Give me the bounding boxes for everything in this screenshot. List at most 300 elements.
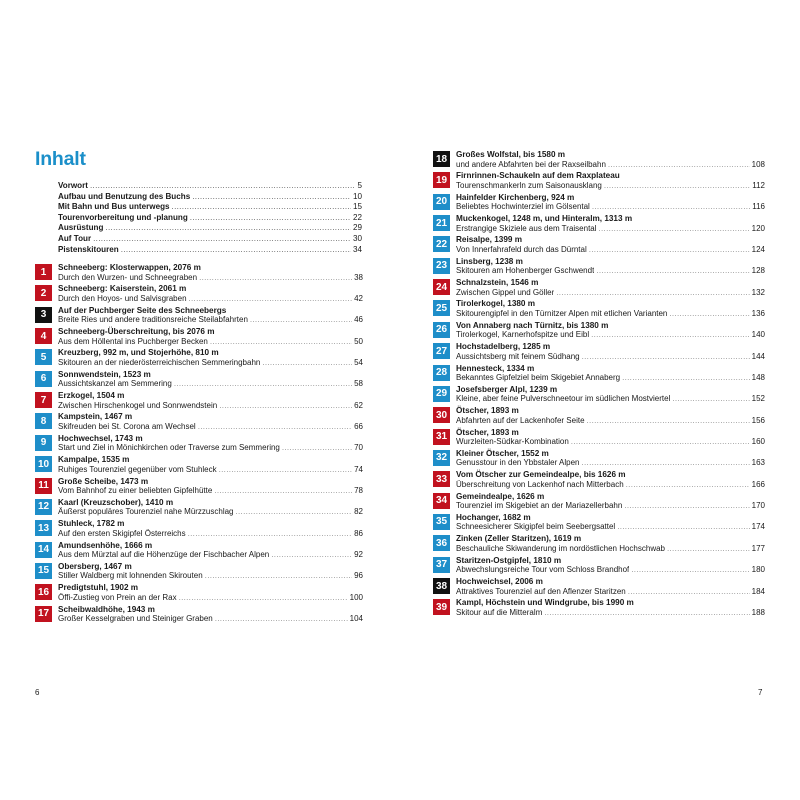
tour-page: 136: [751, 308, 765, 318]
tour-page: 163: [751, 458, 765, 468]
tour-text: [456, 428, 765, 446]
tour-entry[interactable]: [35, 583, 363, 601]
tour-subtitle-row: [58, 529, 363, 538]
tour-title: Josefsberger Alpl, 1239 m: [456, 384, 558, 394]
tour-text: [58, 412, 363, 430]
tour-subtitle: Zwischen Hirschenkogel und Sonnwendstein: [58, 400, 218, 410]
leader-dots: [669, 309, 749, 318]
tour-entry[interactable]: [433, 534, 765, 552]
leader-dots: [622, 373, 750, 382]
tour-text: [456, 150, 765, 168]
leader-dots: [172, 202, 351, 211]
tour-entry[interactable]: [35, 370, 363, 388]
toc-entry-page: 15: [352, 202, 362, 212]
tour-subtitle-row: [456, 458, 765, 467]
tour-number-badge: 17: [35, 606, 52, 622]
tour-subtitle: Aussichtsberg mit feinem Südhang: [456, 351, 580, 361]
tour-subtitle-row: [58, 315, 363, 324]
tour-entry[interactable]: [433, 299, 765, 317]
tour-text: [58, 541, 363, 559]
tour-title: Kaarl (Kreuzschober), 1410 m: [58, 497, 174, 507]
tour-subtitle-row: [456, 501, 765, 510]
tour-title: Stuhleck, 1782 m: [58, 519, 125, 529]
tour-number-badge: 18: [433, 151, 450, 167]
tour-subtitle-row: [58, 422, 363, 431]
tour-page: 74: [354, 464, 363, 474]
tour-text: [456, 193, 765, 211]
leader-dots: [250, 315, 352, 324]
tour-number-badge: 4: [35, 328, 52, 344]
tour-subtitle: Durch den Wurzen- und Schneegraben: [58, 272, 198, 282]
tour-subtitle: Ruhiges Tourenziel gegenüber vom Stuhleck: [58, 464, 217, 474]
tour-subtitle: Abwechslungsreiche Tour vom Schloss Brandhof: [456, 565, 630, 575]
tour-subtitle: Skifreuden bei St. Corona am Wechsel: [58, 421, 196, 431]
tour-title: Schneeberg: Kaiserstein, 2061 m: [58, 284, 187, 294]
tour-page: 92: [354, 550, 363, 560]
tour-page: 144: [751, 351, 765, 361]
tour-page: 96: [354, 571, 363, 581]
leader-dots: [617, 522, 749, 531]
leader-dots: [571, 437, 750, 446]
tour-text: [456, 385, 765, 403]
tour-subtitle-row: [58, 337, 363, 346]
tour-page: 42: [354, 293, 363, 303]
tour-subtitle: Von Innerfahrafeld durch das Dürntal: [456, 244, 587, 254]
tour-subtitle-row: [456, 181, 765, 190]
toc-entry-title: Mit Bahn und Bus unterwegs: [58, 202, 170, 212]
tour-subtitle-row: [58, 486, 363, 495]
leader-dots: [90, 181, 356, 190]
tour-text: [58, 477, 363, 495]
toc-entry[interactable]: [58, 223, 362, 234]
tour-entry[interactable]: [433, 470, 765, 488]
tour-entry[interactable]: [433, 513, 765, 531]
tour-subtitle-row: [58, 294, 363, 303]
tour-entry[interactable]: [433, 214, 765, 232]
tour-title: Großes Wolfstal, bis 1580 m: [456, 150, 566, 159]
tour-title: Hainfelder Kirchenberg, 924 m: [456, 192, 575, 202]
tour-number-badge: 29: [433, 386, 450, 402]
toc-entry-title: Auf Tour: [58, 233, 92, 243]
tour-title: Zinken (Zeller Staritzen), 1619 m: [456, 534, 582, 544]
tour-title: Linsberg, 1238 m: [456, 256, 523, 266]
tour-subtitle-row: [58, 401, 363, 410]
toc-entry-page: 30: [352, 233, 362, 243]
toc-entry-page: 10: [352, 191, 362, 201]
toc-entry[interactable]: [58, 213, 362, 224]
tour-subtitle-row: [456, 160, 765, 169]
tour-text: [456, 214, 765, 232]
tour-title: Kreuzberg, 992 m, und Stojerhöhe, 810 m: [58, 348, 219, 358]
tour-entry[interactable]: [433, 150, 765, 168]
leader-dots: [608, 160, 750, 169]
tour-entry[interactable]: [433, 321, 765, 339]
tour-subtitle: Aussichtskanzel am Semmering: [58, 379, 172, 389]
tour-subtitle-row: [456, 309, 765, 318]
tour-subtitle-row: [58, 593, 363, 602]
tour-entry[interactable]: [433, 235, 765, 253]
tour-entry[interactable]: [433, 385, 765, 403]
toc-entry[interactable]: [58, 202, 362, 213]
leader-dots: [174, 379, 352, 388]
tour-title: Reisalpe, 1399 m: [456, 235, 522, 245]
tour-subtitle-row: [456, 437, 765, 446]
leader-dots: [189, 294, 353, 303]
leader-dots: [582, 458, 750, 467]
tour-text: [456, 534, 765, 552]
leader-dots: [587, 416, 750, 425]
tour-entry[interactable]: [433, 278, 765, 296]
tour-text: [456, 598, 765, 616]
tour-title: Hochstadelberg, 1285 m: [456, 342, 551, 352]
tour-title: Muckenkogel, 1248 m, und Hinteralm, 1313 m: [456, 214, 633, 224]
tour-page: 170: [751, 501, 765, 511]
tour-page: 54: [354, 357, 363, 367]
leader-dots: [262, 358, 352, 367]
tour-number-badge: 36: [433, 535, 450, 551]
tour-subtitle-row: [456, 202, 765, 211]
tour-entry[interactable]: [35, 306, 363, 324]
tour-entry[interactable]: [35, 412, 363, 430]
tour-subtitle-row: [58, 614, 363, 623]
tour-subtitle: Äußerst populäres Tourenziel nahe Mürzzuschlag: [58, 507, 234, 517]
tour-entry[interactable]: [35, 455, 363, 473]
tour-page: 160: [751, 437, 765, 447]
tour-number-badge: 23: [433, 258, 450, 274]
page-title: Inhalt: [35, 148, 86, 170]
tour-entry[interactable]: [433, 598, 765, 616]
leader-dots: [556, 288, 749, 297]
tour-page: 104: [349, 614, 363, 624]
tour-text: [58, 327, 363, 345]
tour-entry[interactable]: [35, 477, 363, 495]
leader-dots: [219, 401, 352, 410]
tour-number-badge: 26: [433, 322, 450, 338]
tour-text: [58, 455, 363, 473]
tour-text: [58, 306, 363, 324]
tour-subtitle: und andere Abfahrten bei der Raxseilbahn: [456, 159, 606, 169]
tour-number-badge: 16: [35, 584, 52, 600]
tour-page: 132: [751, 287, 765, 297]
leader-dots: [121, 245, 351, 254]
tour-number-badge: 10: [35, 456, 52, 472]
leader-dots: [210, 337, 352, 346]
tour-page: 70: [354, 443, 363, 453]
tour-entry[interactable]: [433, 449, 765, 467]
tour-page: 156: [751, 415, 765, 425]
tour-number-badge: 7: [35, 392, 52, 408]
tour-subtitle-row: [58, 358, 363, 367]
tour-title: Schnalzstein, 1546 m: [456, 278, 539, 288]
tour-subtitle-row: [456, 224, 765, 233]
tour-subtitle-row: [456, 608, 765, 617]
tour-text: [456, 321, 765, 339]
leader-dots: [105, 223, 351, 232]
tour-subtitle: Bekanntes Gipfelziel beim Skigebiet Annaberg: [456, 373, 621, 382]
tour-subtitle-row: [58, 443, 363, 452]
tour-entry[interactable]: [35, 541, 363, 559]
tour-number-badge: 38: [433, 578, 450, 594]
tour-number-badge: 28: [433, 365, 450, 381]
tour-number-badge: 25: [433, 300, 450, 316]
leader-dots: [667, 544, 750, 553]
tour-text: [456, 257, 765, 275]
tour-title: Firnrinnen-Schaukeln auf dem Raxplateau: [456, 171, 620, 181]
tour-number-badge: 22: [433, 236, 450, 252]
tour-title: Predigtstuhl, 1902 m: [58, 583, 139, 593]
tour-subtitle: Zwischen Gippel und Göller: [456, 287, 555, 297]
tour-number-badge: 1: [35, 264, 52, 280]
tour-subtitle: Schneesicherer Skigipfel beim Seebergsattel: [456, 522, 616, 532]
tour-number-badge: 21: [433, 215, 450, 231]
tour-page: 184: [751, 586, 765, 596]
toc-entry-page: 29: [352, 223, 362, 233]
leader-dots: [282, 443, 352, 452]
tour-entry[interactable]: [433, 364, 765, 382]
tour-entry[interactable]: [433, 342, 765, 360]
leader-dots: [624, 501, 749, 510]
tour-entry[interactable]: [433, 406, 765, 424]
tour-number-badge: 37: [433, 557, 450, 573]
tour-subtitle: Genusstour in den Ybbstaler Alpen: [456, 458, 580, 468]
toc-entry[interactable]: [58, 181, 362, 192]
tour-subtitle-row: [456, 565, 765, 574]
tour-page: 140: [751, 330, 765, 340]
leader-dots: [198, 422, 352, 431]
tour-title: Kampalpe, 1535 m: [58, 455, 130, 465]
tour-subtitle-row: [456, 288, 765, 297]
tour-title: Vom Ötscher zur Gemeindealpe, bis 1626 m: [456, 470, 626, 480]
tour-entry[interactable]: [35, 605, 363, 623]
tour-subtitle: Durch den Hoyos- und Salvisgraben: [58, 293, 187, 303]
tour-subtitle: Beschauliche Skiwanderung im nordöstlichen Hochschwab: [456, 543, 666, 553]
tour-entry[interactable]: [35, 434, 363, 452]
tour-text: [58, 583, 363, 601]
tour-text: [456, 449, 765, 467]
tour-number-badge: 15: [35, 563, 52, 579]
tour-title: Scheibwaldhöhe, 1943 m: [58, 604, 155, 614]
tour-entry[interactable]: [35, 263, 363, 281]
tour-entry[interactable]: [433, 171, 765, 189]
tour-number-badge: 2: [35, 285, 52, 301]
tour-title: Kleiner Ötscher, 1552 m: [456, 448, 549, 458]
tour-title: Gemeindealpe, 1626 m: [456, 491, 545, 501]
tour-title: Sonnwendstein, 1523 m: [58, 369, 151, 379]
tour-text: [58, 284, 363, 302]
toc-entry[interactable]: [58, 234, 362, 245]
tour-text: [456, 278, 765, 296]
tour-title: Hochweichsel, 2006 m: [456, 577, 543, 586]
leader-dots: [596, 266, 749, 275]
tour-text: [456, 299, 765, 317]
page-number-left: 6: [35, 688, 40, 697]
leader-dots: [236, 507, 353, 516]
leader-dots: [628, 587, 750, 596]
toc-entry[interactable]: [58, 245, 362, 256]
tour-entry[interactable]: [35, 327, 363, 345]
tour-number-badge: 3: [35, 307, 52, 323]
tour-number-badge: 39: [433, 599, 450, 615]
tour-subtitle-row: [456, 480, 765, 489]
tour-text: [58, 370, 363, 388]
tour-subtitle: Stiller Waldberg mit lohnenden Skirouten: [58, 571, 203, 581]
tour-subtitle: Kleine, aber feine Pulverschneetour im südlichen Mostviertel: [456, 394, 671, 404]
tour-number-badge: 19: [433, 172, 450, 188]
tour-page: 38: [354, 272, 363, 282]
tour-number-badge: 34: [433, 493, 450, 509]
tour-subtitle: Aus dem Mürztal auf die Höhenzüge der Fischbacher Alpen: [58, 550, 270, 560]
tour-entry[interactable]: [35, 519, 363, 537]
tour-page: 86: [354, 528, 363, 538]
tour-text: [58, 498, 363, 516]
tour-entry[interactable]: [433, 577, 765, 595]
tour-page: 100: [349, 592, 363, 602]
tour-text: [58, 562, 363, 580]
tour-number-badge: 8: [35, 413, 52, 429]
tour-title: Ötscher, 1893 m: [456, 406, 519, 416]
tour-page: 82: [354, 507, 363, 517]
leader-dots: [179, 593, 348, 602]
leader-dots: [582, 352, 750, 361]
toc-entry-page: 22: [352, 212, 362, 222]
tour-text: [58, 263, 363, 281]
toc-entry-title: Pistenskitouren: [58, 244, 119, 254]
tour-subtitle: Skitour auf die Mitteralm: [456, 607, 543, 617]
leader-dots: [604, 181, 750, 190]
tour-page: 124: [751, 244, 765, 254]
tour-subtitle: Tourenziel im Skigebiet an der Mariazellerbahn: [456, 501, 623, 511]
tour-text: [456, 470, 765, 488]
tour-text: [456, 577, 765, 595]
leader-dots: [190, 213, 351, 222]
tour-entry[interactable]: [433, 257, 765, 275]
leader-dots: [215, 614, 348, 623]
tour-title: Schneeberg-Überschreitung, bis 2076 m: [58, 327, 215, 337]
tour-text: [58, 519, 363, 537]
tour-number-badge: 12: [35, 499, 52, 515]
tour-title: Schneeberg: Klosterwappen, 2076 m: [58, 263, 201, 272]
leader-dots: [192, 192, 351, 201]
tour-subtitle: Erstrangige Skiziele aus dem Traisental: [456, 223, 597, 233]
leader-dots: [672, 394, 749, 403]
tour-text: [456, 342, 765, 360]
tour-number-badge: 14: [35, 542, 52, 558]
toc-entry-page: 34: [352, 244, 362, 254]
tour-title: Erzkogel, 1504 m: [58, 391, 125, 401]
tour-title: Kampstein, 1467 m: [58, 412, 133, 422]
tour-entry[interactable]: [433, 428, 765, 446]
leader-dots: [631, 565, 749, 574]
tour-subtitle: Auf den ersten Skigipfel Österreichs: [58, 528, 186, 538]
tour-subtitle-row: [456, 330, 765, 339]
tour-title: Ötscher, 1893 m: [456, 427, 519, 437]
tour-entry[interactable]: [35, 498, 363, 516]
tour-page: 166: [751, 479, 765, 489]
leader-dots: [205, 571, 352, 580]
tour-title: Hochwechsel, 1743 m: [58, 433, 143, 443]
leader-dots: [199, 273, 352, 282]
tour-subtitle-row: [456, 587, 765, 596]
tour-number-badge: 33: [433, 471, 450, 487]
tour-subtitle: Skitouren am Hohenberger Gschwendt: [456, 266, 595, 276]
tour-entry[interactable]: [433, 492, 765, 510]
leader-dots: [214, 486, 352, 495]
leader-dots: [219, 465, 352, 474]
tour-title: Große Scheibe, 1473 m: [58, 476, 149, 486]
tour-subtitle-row: [456, 416, 765, 425]
tour-page: 108: [751, 159, 765, 169]
tour-entry[interactable]: [35, 391, 363, 409]
tour-subtitle: Abfahrten auf der Lackenhofer Seite: [456, 415, 585, 425]
tour-text: [456, 513, 765, 531]
tour-entry[interactable]: [35, 348, 363, 366]
leader-dots: [626, 480, 750, 489]
tour-text: [58, 391, 363, 409]
page-number-right: 7: [758, 688, 763, 697]
tour-text: [456, 235, 765, 253]
tour-page: 152: [751, 394, 765, 404]
tour-number-badge: 13: [35, 520, 52, 536]
tour-subtitle: Tourenschmankerln zum Saisonausklang: [456, 180, 602, 190]
tour-title: Obersberg, 1467 m: [58, 561, 132, 571]
tour-text: [456, 364, 765, 382]
tour-entry[interactable]: [35, 562, 363, 580]
toc-entry-title: Tourenvorbereitung und -planung: [58, 212, 188, 222]
tour-entry[interactable]: [433, 193, 765, 211]
toc-entry-title: Vorwort: [58, 181, 88, 190]
tour-subtitle: Skitouren an der niederösterreichischen Semmeringbahn: [58, 357, 261, 367]
tour-subtitle-row: [456, 394, 765, 403]
leader-dots: [592, 202, 750, 211]
tour-subtitle: Attraktives Tourenziel auf den Aflenzer Staritzen: [456, 586, 626, 596]
tour-number-badge: 5: [35, 349, 52, 365]
tour-page: 62: [354, 400, 363, 410]
tour-title: Auf der Puchberger Seite des Schneebergs: [58, 305, 227, 315]
tour-title: Kampl, Höchstein und Windgrube, bis 1990 m: [456, 598, 634, 608]
toc-entry[interactable]: [58, 192, 362, 203]
tour-page: 116: [752, 202, 765, 212]
tour-page: 188: [751, 607, 765, 617]
tour-subtitle: Tirolerkogel, Karnerhofspitze und Eibl: [456, 330, 590, 340]
tour-number-badge: 31: [433, 429, 450, 445]
tour-subtitle-row: [58, 571, 363, 580]
tour-subtitle: Beliebtes Hochwinterziel im Gölsental: [456, 202, 590, 212]
tour-page: 174: [751, 522, 765, 532]
intro-section-list: [58, 181, 362, 255]
tour-subtitle-row: [58, 507, 363, 516]
tour-title: Hochanger, 1682 m: [456, 512, 531, 522]
leader-dots: [589, 245, 750, 254]
tour-subtitle-row: [58, 379, 363, 388]
tour-title: Amundsenhöhe, 1666 m: [58, 540, 153, 550]
tour-number-badge: 24: [433, 279, 450, 295]
tour-page: 78: [354, 486, 363, 495]
tour-entry[interactable]: [433, 556, 765, 574]
tour-title: Hennesteck, 1334 m: [456, 363, 535, 373]
tour-subtitle: Start und Ziel in Mönichkirchen oder Traverse zum Semmering: [58, 443, 280, 453]
tour-title: Tirolerkogel, 1380 m: [456, 299, 536, 309]
tour-text: [456, 556, 765, 574]
tour-title: Staritzen-Ostgipfel, 1810 m: [456, 555, 562, 565]
tour-page: 46: [354, 315, 363, 325]
tour-text: [456, 171, 765, 189]
toc-entry-title: Aufbau und Benutzung des Buchs: [58, 191, 191, 201]
tour-page: 66: [354, 421, 363, 431]
tour-number-badge: 20: [433, 194, 450, 210]
tour-entry[interactable]: [35, 284, 363, 302]
leader-dots: [188, 529, 352, 538]
tour-subtitle: Öffi-Zustieg von Prein an der Rax: [58, 592, 177, 602]
